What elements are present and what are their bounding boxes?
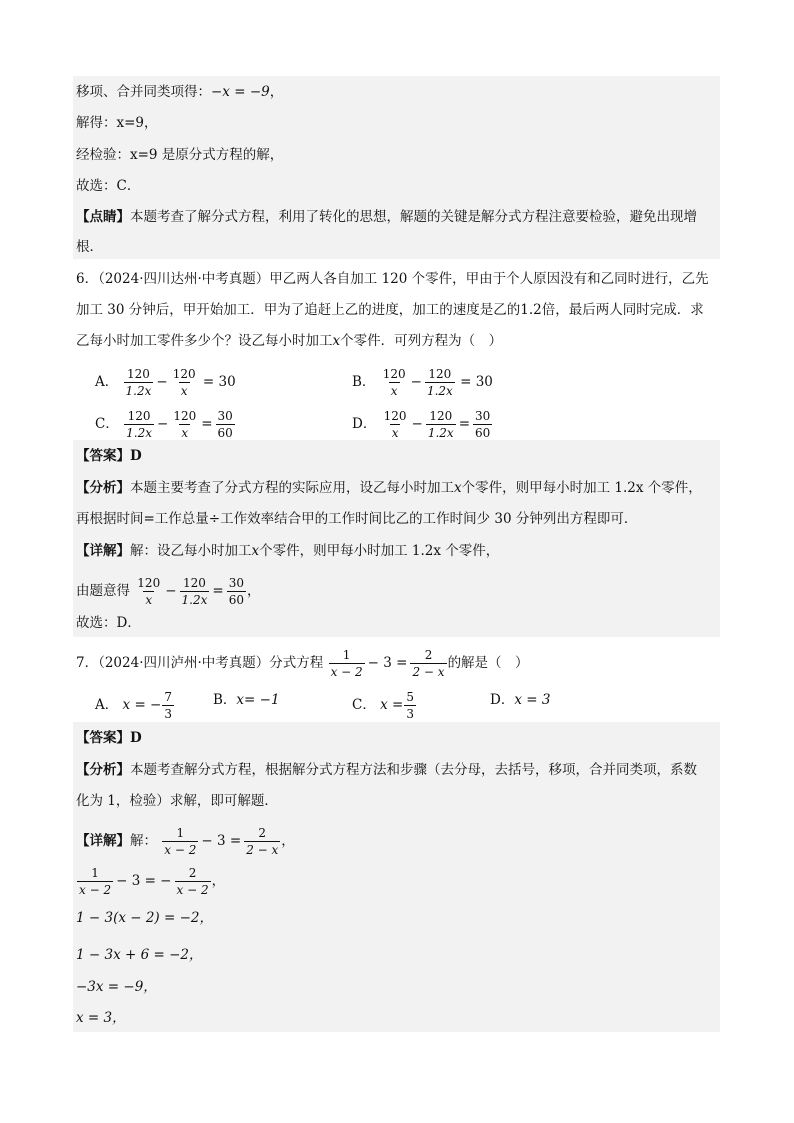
fraction: $\frac{1}{x - 2}$ (164, 826, 197, 857)
fraction: $\frac{120}{x}$ (173, 409, 197, 440)
q6-detail-1: 【详解】解：设乙每小时加工x个零件，则甲每小时加工 1.2x 个零件， (76, 543, 500, 559)
fraction: $\frac{120}{1.2x}$ (426, 367, 453, 398)
fraction: $\frac{120}{x}$ (382, 367, 406, 398)
q6-analysis-1: 【分析】本题主要考查了分式方程的实际应用，设乙每小时加工x个零件，则甲每小时加工 1.2x 个零件， (76, 480, 702, 496)
prev-line-3: 经检验：x=9 是原分式方程的解， (76, 147, 284, 163)
prev-line-4: 故选：C． (76, 178, 141, 194)
fraction: $\frac{1}{x - 2}$ (79, 866, 112, 897)
q6-stem-2: 加工 30 分钟后，甲开始加工．甲为了追赶上乙的进度，加工的速度是乙的1.2倍，最后两人同时完成．求 (76, 302, 704, 318)
q7-analysis-1: 【分析】本题考查解分式方程，根据解分式方程方法和步骤（去分母，去括号，移项，合并同类项，系数 (76, 762, 697, 778)
fraction: $\frac{120}{1.2x}$ (427, 409, 454, 440)
fraction: $\frac{120}{x}$ (383, 409, 407, 440)
fraction: $\frac{5}{3}$ (406, 690, 414, 721)
fraction: $\frac{2}{2 - x}$ (246, 826, 279, 857)
fraction: $\frac{2}{2 - x}$ (412, 648, 445, 679)
fraction: $\frac{2}{x - 2}$ (176, 866, 209, 897)
fraction: $\frac{120}{1.2x}$ (125, 367, 152, 398)
q7-option-c: C． x = $\frac{5}{3}$ (352, 690, 414, 721)
q7-stem: 7．（2024·四川泸州·中考真题）分式方程 $\frac{1}{x - 2}$ − 3 = $\frac{2}{2 - x}$ 的解是（ ） (76, 648, 529, 679)
q7-detail-step-6: x = 3， (76, 1010, 126, 1026)
shaded-block-prev (73, 76, 720, 259)
q6-option-d: D． $\frac{120}{x}$ − $\frac{120}{1.2x}$ = $\frac{30}{60}$ (352, 409, 491, 440)
prev-line-1: 移项、合并同类项得：−x = −9， (76, 84, 284, 100)
q6-analysis-2: 再根据时间=工作总量÷工作效率结合甲的工作时间比乙的工作时间少 30 分钟列出方程即可． (76, 511, 638, 527)
fraction: $\frac{30}{60}$ (228, 576, 244, 607)
prev-tip-2: 根． (76, 239, 103, 255)
fraction: $\frac{120}{1.2x}$ (181, 576, 208, 607)
fraction: $\frac{120}{1.2x}$ (126, 409, 152, 440)
q6-stem-1: 6．（2024·四川达州·中考真题）甲乙两人各自加工 120 个零件，甲由于个人原因没有和乙同时进行，乙先 (76, 271, 709, 287)
fraction: $\frac{30}{60}$ (475, 409, 491, 440)
q7-option-b: B．x= −1 (213, 692, 280, 708)
q6-detail-2: 由题意得 $\frac{120}{x}$ − $\frac{120}{1.2x}$ = $\frac{30}{60}$ ， (76, 576, 261, 607)
q7-detail-step-5: −3x = −9， (76, 979, 157, 995)
q6-detail-3: 故选：D． (76, 615, 141, 631)
q7-detail-step-3: 1 − 3(x − 2) = −2， (76, 910, 213, 926)
q7-option-d: D．x = 3 (490, 692, 551, 708)
fraction: $\frac{1}{x - 2}$ (330, 648, 363, 679)
q6-option-a: A． $\frac{120}{1.2x}$ − $\frac{120}{x}$ = 30 (95, 367, 236, 398)
q7-detail-step-1: 【详解】解： $\frac{1}{x - 2}$ − 3 = $\frac{2}{2 - x}$ ， (76, 826, 295, 857)
q7-answer: 【答案】D (76, 730, 142, 746)
q6-option-b: B． $\frac{120}{x}$ − $\frac{120}{1.2x}$ = 30 (352, 367, 493, 398)
q6-option-c: C． $\frac{120}{1.2x}$ − $\frac{120}{x}$ = $\frac{30}{60}$ (95, 409, 233, 440)
fraction: $\frac{120}{x}$ (137, 576, 161, 607)
prev-line-2: 解得：x=9， (76, 115, 158, 131)
shaded-block-q6-answer (73, 440, 720, 637)
q6-stem-3: 乙每小时加工零件多少个？设乙每小时加工x个零件．可列方程为（ ） (76, 333, 503, 349)
q7-analysis-2: 化为 1，检验）求解，即可解题． (76, 793, 278, 809)
fraction: $\frac{120}{x}$ (172, 367, 196, 398)
q7-detail-step-4: 1 − 3x + 6 = −2， (76, 947, 203, 963)
fraction: $\frac{7}{3}$ (164, 690, 173, 721)
q7-option-a: A． x = − $\frac{7}{3}$ (95, 690, 173, 721)
prev-tip-1: 【点睛】本题考查了解分式方程，利用了转化的思想，解题的关键是解分式方程注意要检验，避免出现增 (76, 209, 697, 225)
q7-detail-step-2: $\frac{1}{x - 2}$ − 3 = − $\frac{2}{x - 2}$ ， (79, 866, 226, 897)
fraction: $\frac{30}{60}$ (217, 409, 233, 440)
q6-answer: 【答案】D (76, 448, 142, 464)
